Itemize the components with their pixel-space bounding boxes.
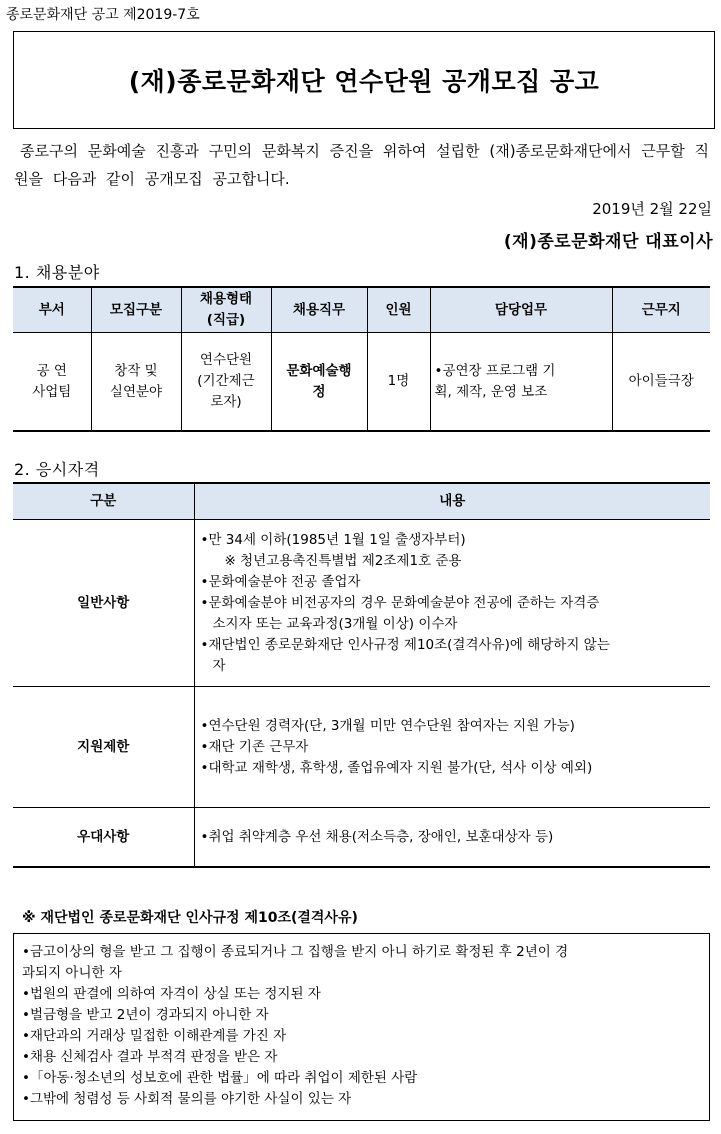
- general-line-4: •문화예술분야 비전공자의 경우 문화예술분야 전공에 준하는 자격증: [200, 594, 600, 611]
- header-content: 내용: [194, 483, 710, 520]
- header-category: 모집구분: [91, 287, 181, 333]
- preference-line-1: •취업 취약계층 우선 채용(저소득층, 장애인, 보훈대상자 등): [200, 828, 554, 845]
- cell-count: 1명: [367, 333, 430, 432]
- notice-number: 종로문화재단 공고 제2019-7호: [6, 7, 200, 23]
- cell-department: 공 연 사업팀: [32, 362, 72, 400]
- header-division: 구분: [13, 483, 194, 520]
- cell-job: 문화예술행 정: [271, 333, 367, 432]
- recruitment-table: [13, 286, 710, 432]
- content-restriction: [194, 687, 710, 808]
- header-department: 부서: [13, 287, 91, 333]
- header-employment-type-label: 채용형태 (직급): [199, 291, 253, 328]
- restriction-line-1: •연수단원 경력자(단, 3개월 미만 연수단원 참여자는 지원 가능): [200, 717, 575, 734]
- cell-category: 창작 및 실연분야: [91, 333, 181, 432]
- category-restriction: 지원제한: [13, 687, 194, 808]
- content-general: [194, 520, 710, 687]
- disqualification-line-1: •금고이상의 형을 받고 그 집행이 종료되거나 그 집행을 받지 아니 하기로 확정된 후 2년이 경: [22, 944, 569, 960]
- title-box: [13, 31, 715, 129]
- general-line-7: 자: [212, 657, 226, 674]
- issuer: (재)종로문화재단 대표이사: [503, 232, 713, 252]
- header-duties: 담당업무: [430, 287, 612, 333]
- cell-workplace: 아이들극장: [612, 333, 710, 432]
- header-employment-type: [181, 287, 271, 333]
- section-title-recruitment: 1. 채용분야: [14, 263, 100, 282]
- cell-duties: •공연장 프로그램 기 획, 제작, 운영 보조: [430, 333, 612, 432]
- disqualification-line-8: •그밖에 청렴성 등 사회적 물의를 야기한 사실이 있는 자: [22, 1091, 352, 1107]
- header-job: 채용직무: [271, 287, 367, 333]
- category-preference: 우대사항: [13, 808, 194, 868]
- general-line-1: •만 34세 이하(1985년 1월 1일 출생자부터): [200, 531, 466, 548]
- eligibility-table: [13, 482, 710, 868]
- disqualification-line-7: •「아동·청소년의 성보호에 관한 법률」에 따라 취업이 제한된 사람: [22, 1070, 418, 1086]
- section-title-eligibility: 2. 응시자격: [14, 460, 100, 479]
- content-preference: [194, 808, 710, 868]
- recruitment-row: [13, 333, 710, 432]
- cell-employment-type: 연수단원 (기간제근 로자): [181, 333, 271, 432]
- general-line-2: ※ 청년고용촉진특별법 제2조제1호 준용: [224, 552, 462, 569]
- disqualification-line-2: 과되지 아니한 자: [22, 965, 122, 981]
- notice-date: 2019년 2월 22일: [592, 200, 712, 218]
- disqualification-title: ※ 재단법인 종로문화재단 인사규정 제10조(결격사유): [22, 910, 358, 926]
- disqualification-box: [13, 933, 710, 1121]
- eligibility-row-preference: [13, 808, 710, 868]
- general-line-3: •문화예술분야 전공 졸업자: [200, 573, 361, 590]
- general-line-5: 소지자 또는 교육과정(3개월 이상) 이수자: [212, 615, 458, 632]
- page-title: (재)종로문화재단 연수단원 공개모집 공고: [128, 67, 600, 96]
- disqualification-line-6: •채용 신체검사 결과 부적격 판정을 받은 자: [22, 1049, 278, 1065]
- restriction-line-2: •재단 기존 근무자: [200, 738, 309, 755]
- recruitment-header-row: [13, 287, 710, 333]
- disqualification-line-4: •벌금형을 받고 2년이 경과되지 아니한 자: [22, 1007, 269, 1023]
- restriction-line-3: •대학교 재학생, 휴학생, 졸업유예자 지원 불가(단, 석사 이상 예외): [200, 759, 593, 776]
- eligibility-header-row: [13, 483, 710, 520]
- disqualification-line-5: •재단과의 거래상 밀접한 이해관계를 가진 자: [22, 1028, 287, 1044]
- disqualification-line-3: •법원의 판결에 의하여 자격이 상실 또는 정지된 자: [22, 986, 321, 1002]
- header-count: 인원: [367, 287, 430, 333]
- header-workplace: 근무지: [612, 287, 710, 333]
- category-general: 일반사항: [13, 520, 194, 687]
- intro-paragraph: 종로구의 문화예술 진흥과 구민의 문화복지 증진을 위하여 설립한 (재)종로문화재단에서 근무할 직원을 다음과 같이 공개모집 공고합니다.: [14, 142, 709, 188]
- eligibility-row-restriction: [13, 687, 710, 808]
- general-line-6: •재단법인 종로문화재단 인사규정 제10조(결격사유)에 해당하지 않는: [200, 636, 610, 653]
- eligibility-row-general: [13, 520, 710, 687]
